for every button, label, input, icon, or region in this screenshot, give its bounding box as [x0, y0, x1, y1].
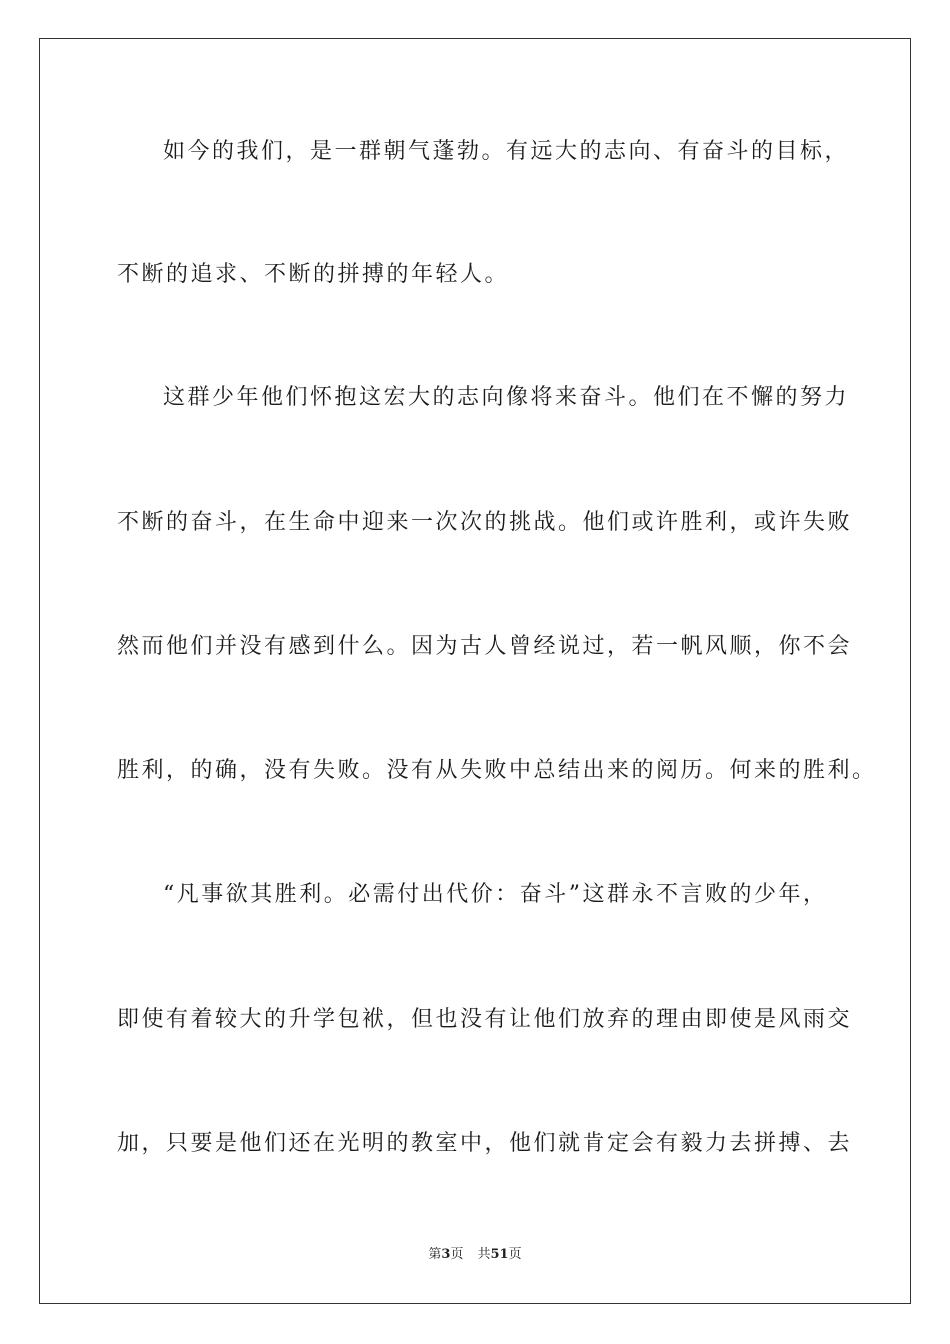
total-pages: 51 — [490, 1247, 509, 1262]
paragraph-line: “凡事欲其胜利。必需付出代价：奋斗”这群永不言败的少年， — [163, 882, 828, 907]
paragraph-line: 不断的奋斗，在生命中迎来一次次的挑战。他们或许胜利，或许失败 — [117, 510, 853, 535]
page-suffix: 页 — [450, 1247, 464, 1262]
page-footer — [0, 1246, 950, 1264]
page-number: 3 — [441, 1247, 451, 1262]
paragraph-line: 如今的我们，是一群朝气蓬勃。有远大的志向、有奋斗的目标， — [163, 139, 850, 164]
paragraph-line: 胜利，的确，没有失败。没有从失败中总结出来的阅历。何来的胜利。 — [117, 758, 877, 783]
total-suffix: 页 — [508, 1247, 522, 1262]
page-prefix: 第 — [428, 1247, 442, 1262]
paragraph-line: 这群少年他们怀抱这宏大的志向像将来奋斗。他们在不懈的努力 — [163, 385, 850, 410]
paragraph-line: 然而他们并没有感到什么。因为古人曾经说过，若一帆风顺，你不会 — [117, 634, 853, 659]
paragraph-line: 不断的追求、不断的拼搏的年轻人。 — [117, 262, 510, 287]
paragraph-line: 加，只要是他们还在光明的教室中，他们就肯定会有毅力去拼搏、去 — [117, 1131, 853, 1156]
total-prefix: 共 — [477, 1247, 491, 1262]
paragraph-line: 即使有着较大的升学包袱，但也没有让他们放弃的理由即使是风雨交 — [117, 1007, 853, 1032]
page-border — [39, 38, 911, 1304]
